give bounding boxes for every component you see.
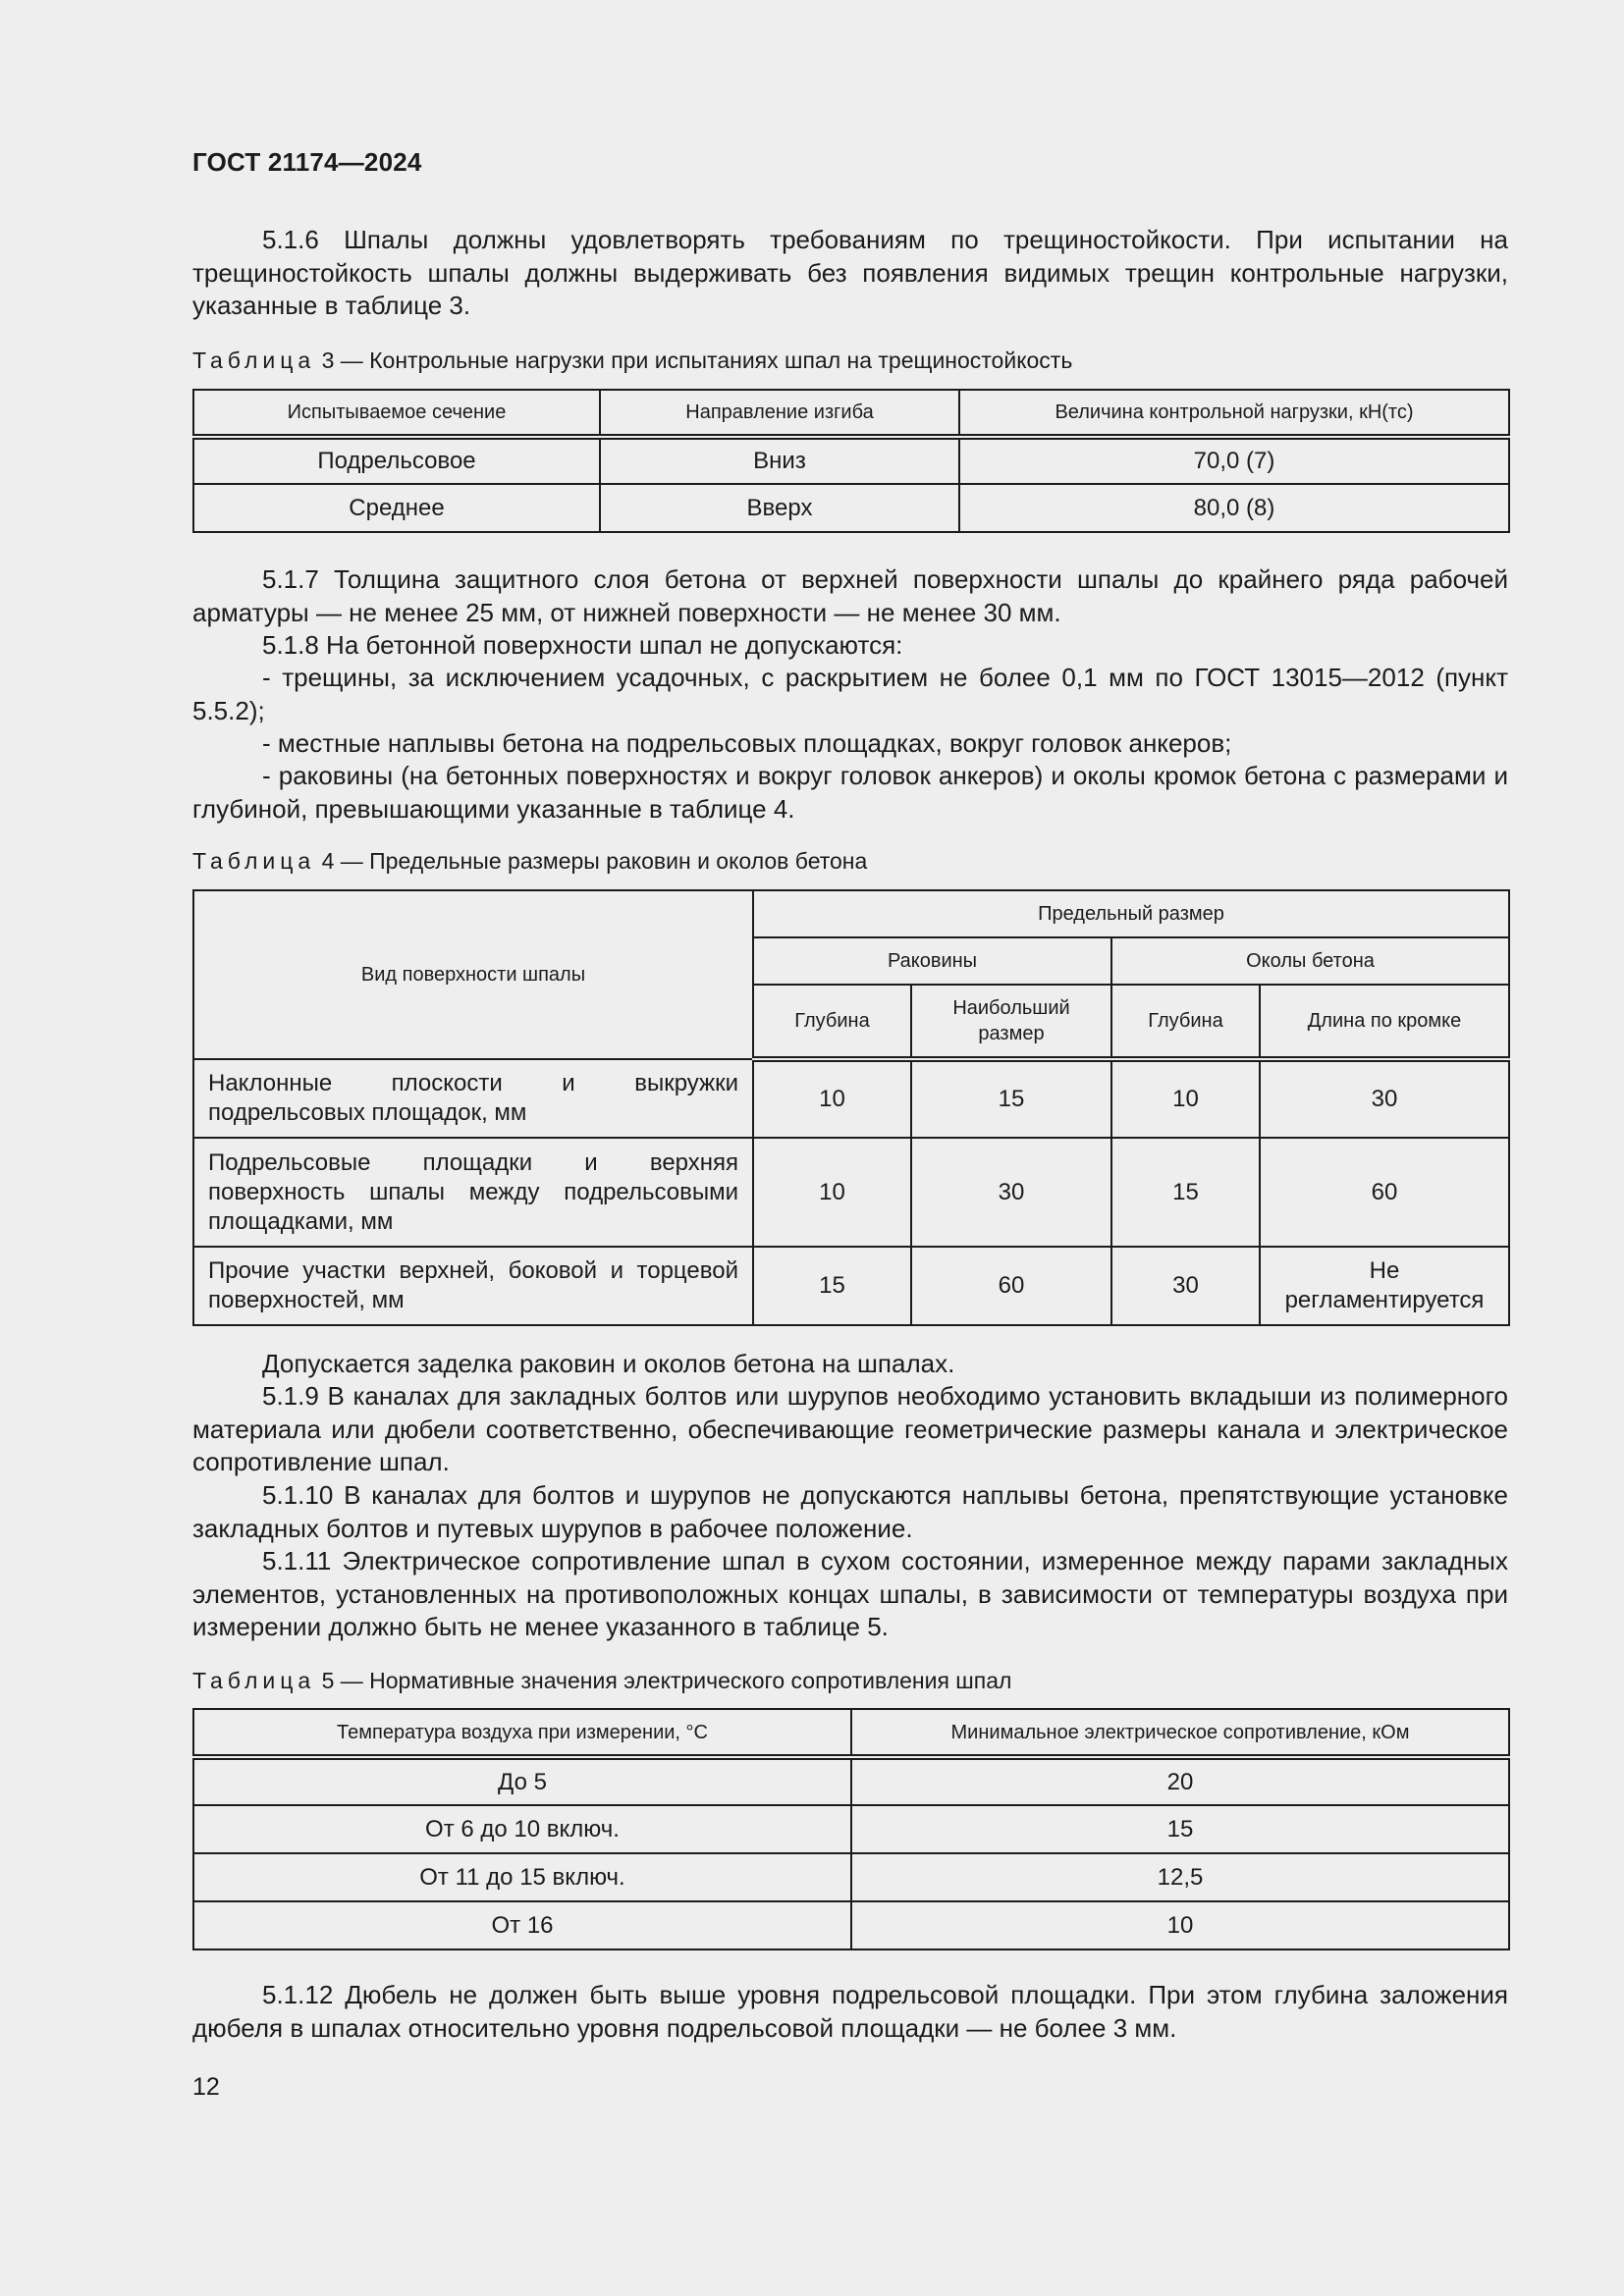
table-4-header-cell: Глубина (1111, 985, 1260, 1059)
table-4 (192, 889, 1510, 1326)
table-4-caption-text: 4 — Предельные размеры раковин и околов бетона (321, 848, 868, 874)
table-5-caption-word: Таблица (192, 1668, 316, 1693)
table-row (193, 437, 1509, 484)
table-4-caption (192, 846, 867, 876)
table-4-header-cell: Вид поверхности шпалы (193, 890, 753, 1059)
table-row (193, 1757, 1509, 1805)
table-cell: 60 (1260, 1138, 1509, 1247)
table-cell: 10 (753, 1059, 911, 1138)
table-cell: Вверх (600, 484, 959, 532)
list-item: - трещины, за исключением усадочных, с раскрытием не более 0,1 мм по ГОСТ 13015—2012 (пункт 5.5.2); (192, 663, 1508, 725)
table-3-header-row (193, 390, 1509, 437)
table-3 (192, 389, 1510, 533)
table-5-header-cell: Температура воздуха при измерении, °С (193, 1709, 851, 1757)
table-row (193, 1805, 1509, 1853)
table-cell: От 11 до 15 включ. (193, 1853, 851, 1901)
table-4-header-cell: Раковины (753, 937, 1111, 985)
table-cell: 15 (753, 1247, 911, 1325)
table-cell: 20 (851, 1757, 1509, 1805)
table-cell: 60 (911, 1247, 1111, 1325)
paragraph-5-1-6: 5.1.6 Шпалы должны удовлетворять требованиям по трещиностойкости. При испытании на трещиностойкость шпалы должны выдерживать без появления видимых трещин контрольные нагрузки, указанные в таблице 3. (192, 225, 1508, 320)
table-5-caption-text: 5 — Нормативные значения электрического сопротивления шпал (321, 1668, 1012, 1693)
table-4-header-row (193, 890, 1509, 937)
table-cell: 15 (1111, 1138, 1260, 1247)
table-5 (192, 1708, 1510, 1950)
table-cell: От 6 до 10 включ. (193, 1805, 851, 1853)
table-4-header-cell: Длина по кромке (1260, 985, 1509, 1059)
table-row (193, 1138, 1509, 1247)
list-item: - раковины (на бетонных поверхностях и вокруг головок анкеров) и околы кромок бетона с размерами и глубиной, превышающими указанные в таблице 4. (192, 761, 1508, 824)
table-cell: 10 (1111, 1059, 1260, 1138)
paragraph-5-1-9: 5.1.9 В каналах для закладных болтов или шурупов необходимо установить вкладыши из полимерного материала или дюбели соответственно, обеспечивающие геометрические размеры канала и электрическое сопротивление шпал. (192, 1381, 1508, 1476)
table-3-caption-word: Таблица (192, 347, 316, 373)
paragraph-5-1-10: 5.1.10 В каналах для болтов и шурупов не допускаются наплывы бетона, препятствующие установке закладных болтов и путевых шурупов в рабочее положение. (192, 1480, 1508, 1543)
table-cell: Подрельсовые площадки и верхняя поверхность шпалы между подрельсовыми площадками, мм (193, 1138, 753, 1247)
table-cell: 15 (911, 1059, 1111, 1138)
table-cell: Подрельсовое (193, 437, 600, 484)
table-row (193, 1853, 1509, 1901)
table-cell: 15 (851, 1805, 1509, 1853)
table-cell: Вниз (600, 437, 959, 484)
table-4-header-cell: Предельный размер (753, 890, 1509, 937)
paragraph-5-1-7: 5.1.7 Толщина защитного слоя бетона от верхней поверхности шпалы до крайнего ряда рабочей арматуры — не менее 25 мм, от нижней поверхности — не менее 30 мм. (192, 564, 1508, 627)
table-cell: 30 (1111, 1247, 1260, 1325)
table-cell: 10 (851, 1901, 1509, 1949)
table-5-caption (192, 1666, 1011, 1695)
table-cell: Не регламентируется (1260, 1247, 1509, 1325)
paragraph-5-1-12: 5.1.12 Дюбель не должен быть выше уровня подрельсовой площадки. При этом глубина заложения дюбеля в шпалах относительно уровня подрельсовой площадки — не более 3 мм. (192, 1980, 1508, 2043)
table-row (193, 1901, 1509, 1949)
table-cell: До 5 (193, 1757, 851, 1805)
table-3-header-cell: Испытываемое сечение (193, 390, 600, 437)
table-4-header-cell: Наибольший размер (911, 985, 1111, 1059)
table-cell: 30 (1260, 1059, 1509, 1138)
table-row (193, 1059, 1509, 1138)
paragraph-allowance: Допускается заделка раковин и околов бетона на шпалах. (262, 1349, 955, 1378)
table-row (193, 484, 1509, 532)
table-4-header-cell: Глубина (753, 985, 911, 1059)
paragraph-5-1-11: 5.1.11 Электрическое сопротивление шпал в сухом состоянии, измеренное между парами закладных элементов, установленных на противоположных концах шпалы, в зависимости от температуры воздуха при измерении должно быть не менее указанного в таблице 5. (192, 1546, 1508, 1641)
table-3-caption-text: 3 — Контрольные нагрузки при испытаниях шпал на трещиностойкость (321, 347, 1073, 373)
table-cell: Прочие участки верхней, боковой и торцевой поверхностей, мм (193, 1247, 753, 1325)
table-cell: 10 (753, 1138, 911, 1247)
table-3-header-cell: Направление изгиба (600, 390, 959, 437)
table-5-header-row (193, 1709, 1509, 1757)
document-header: ГОСТ 21174—2024 (192, 147, 422, 177)
paragraph-5-1-8: 5.1.8 На бетонной поверхности шпал не допускаются: (262, 630, 903, 660)
table-4-header-cell: Околы бетона (1111, 937, 1509, 985)
table-cell: 80,0 (8) (959, 484, 1509, 532)
table-cell: 30 (911, 1138, 1111, 1247)
page-number: 12 (192, 2073, 220, 2101)
table-cell: Среднее (193, 484, 600, 532)
table-cell: Наклонные плоскости и выкружки подрельсовых площадок, мм (193, 1059, 753, 1138)
table-cell: От 16 (193, 1901, 851, 1949)
list-item: - местные наплывы бетона на подрельсовых площадках, вокруг головок анкеров; (262, 728, 1232, 758)
table-3-header-cell: Величина контрольной нагрузки, кН(тс) (959, 390, 1509, 437)
table-4-caption-word: Таблица (192, 848, 316, 874)
table-3-caption (192, 346, 1072, 375)
table-5-header-cell: Минимальное электрическое сопротивление, кОм (851, 1709, 1509, 1757)
table-row (193, 1247, 1509, 1325)
table-cell: 70,0 (7) (959, 437, 1509, 484)
table-cell: 12,5 (851, 1853, 1509, 1901)
